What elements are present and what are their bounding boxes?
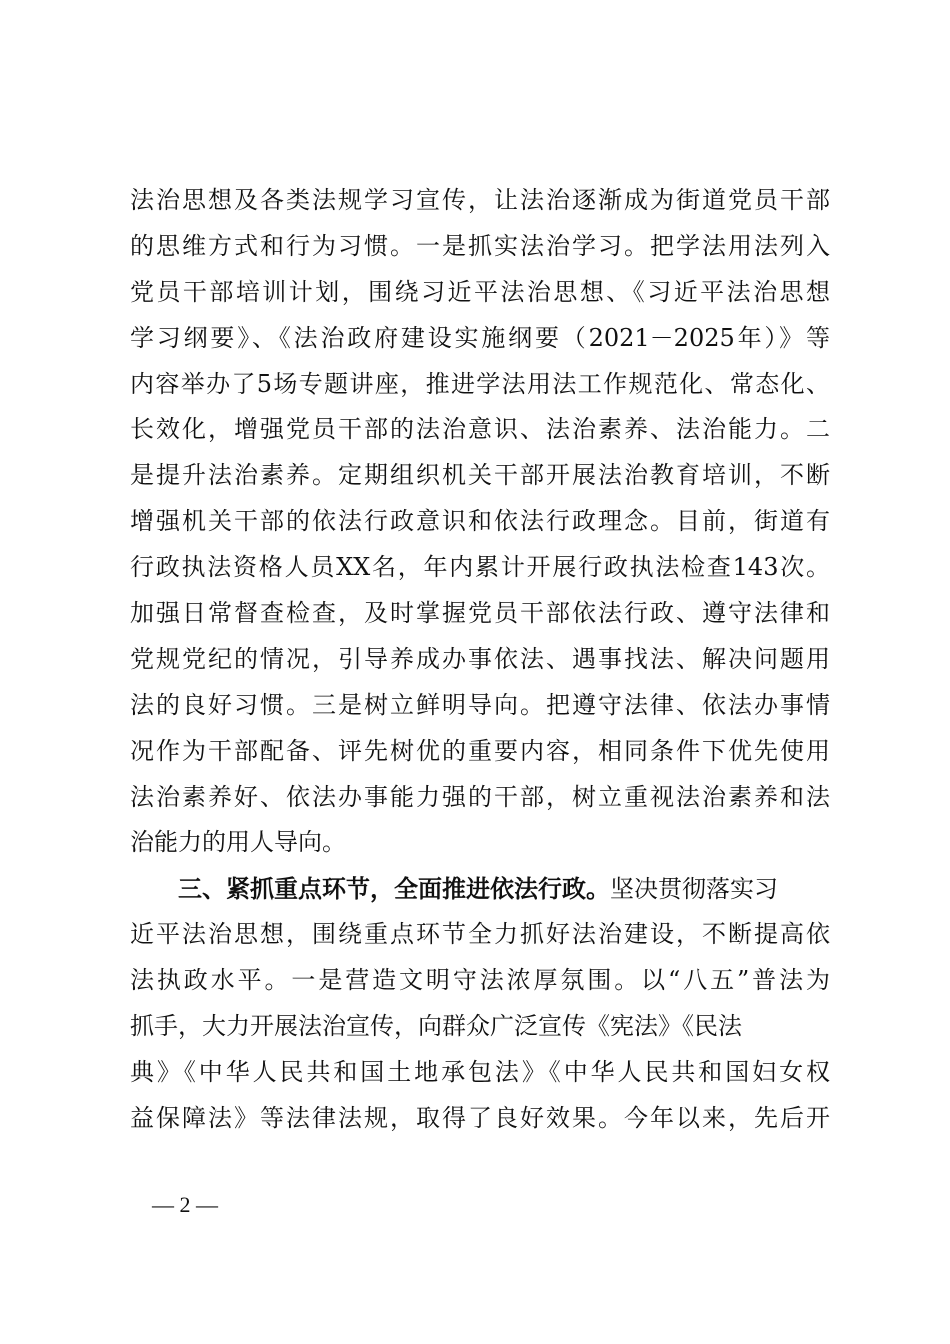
section-heading: 三、紧抓重点环节，全面推进依法行政。 — [178, 874, 610, 904]
section-heading-line — [130, 866, 830, 912]
text-line: 况作为干部配备、评先树优的重要内容，相同条件下优先使用 — [130, 736, 830, 765]
section-heading-continuation: 坚决贯彻落实习 — [610, 875, 778, 904]
text-line: 是提升法治素养。定期组织机关干部开展法治教育培训，不断 — [130, 461, 830, 490]
text-line: 增强机关干部的依法行政意识和依法行政理念。目前，街道有 — [130, 507, 830, 536]
page-number: — 2 — — [152, 1192, 218, 1217]
text-line: 益保障法》等法律法规，取得了良好效果。今年以来，先后开 — [130, 1103, 830, 1132]
text-line: 法的良好习惯。三是树立鲜明导向。把遵守法律、依法办事情 — [130, 690, 830, 719]
text-line: 加强日常督查检查，及时掌握党员干部依法行政、遵守法律和 — [130, 599, 830, 628]
text-line: 党员干部培训计划，围绕习近平法治思想、《习近平法治思想 — [130, 277, 830, 306]
text-line: 近平法治思想，围绕重点环节全力抓好法治建设，不断提高依 — [130, 920, 830, 949]
text-line: 内容举办了5场专题讲座，推进学法用法工作规范化、常态化、 — [130, 369, 830, 398]
text-line: 党规党纪的情况，引导养成办事依法、遇事找法、解决问题用 — [130, 644, 830, 673]
text-line: 典》《中华人民共和国土地承包法》《中华人民共和国妇女权 — [130, 1057, 830, 1086]
text-line: 法治思想及各类法规学习宣传，让法治逐渐成为街道党员干部 — [130, 186, 830, 214]
text-line: 法治素养好、依法办事能力强的干部，树立重视法治素养和法 — [130, 782, 830, 811]
text-line: 法执政水平。一是营造文明守法浓厚氛围。以“八五”普法为 — [130, 966, 830, 995]
text-line: 长效化，增强党员干部的法治意识、法治素养、法治能力。二 — [130, 415, 830, 444]
body-text — [130, 178, 830, 1142]
text-line: 的思维方式和行为习惯。一是抓实法治学习。把学法用法列入 — [130, 231, 830, 260]
text-line: 学习纲要》、《法治政府建设实施纲要（2021－2025年）》等 — [130, 323, 830, 352]
text-line: 抓手，大力开展法治宣传，向群众广泛宣传《宪法》《民法 — [130, 1012, 742, 1041]
text-line: 行政执法资格人员XX名，年内累计开展行政执法检查143次。 — [130, 553, 830, 582]
text-line: 治能力的用人导向。 — [130, 828, 346, 857]
